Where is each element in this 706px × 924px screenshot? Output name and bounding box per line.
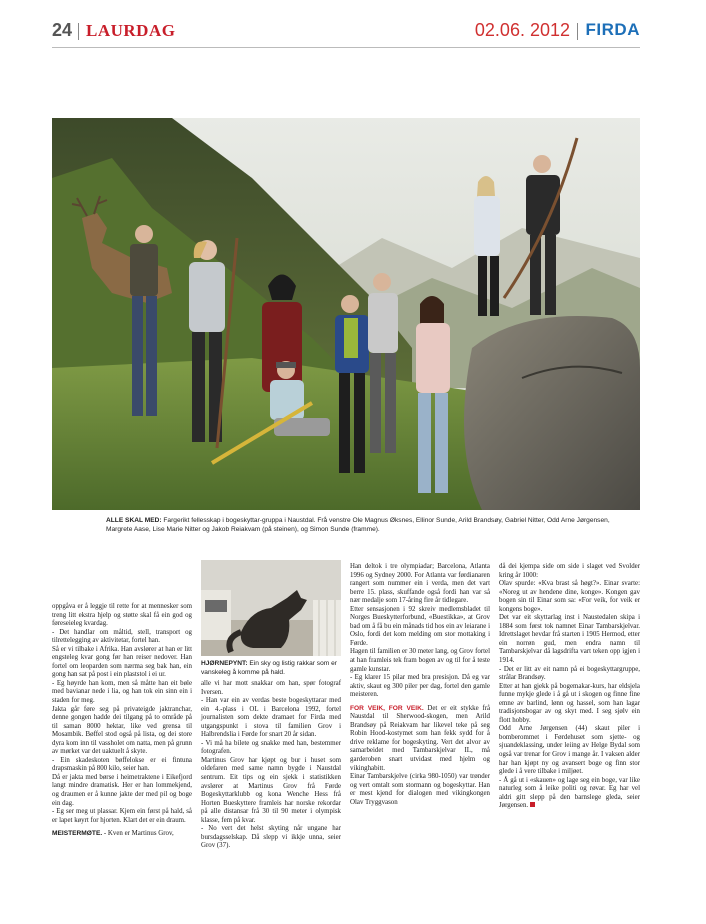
paragraph: Einar Tambarskjelve (cirka 980-1050) var trønder og vert omtalt som stormann og bogeskyttar. Han er mest kjend for dialogen med vikingkongen Olav Tryggvason (350, 773, 490, 806)
paragraph: - No vert det helst skyting når ungane har bursdagsselskap. Då slepp vi ikkje unna, seier Grov (37). (201, 825, 341, 850)
paragraph: Etter sensasjonen i 92 skreiv medlemsbladet til Norges Bueskytterforbund, «Buestikka», at Grov bad om å få bu ein månads tid hos ein av leiarane i Oslo, fordi det kom melding om stor mottaking i Førde. (350, 605, 490, 647)
paragraph: Etter at han gjekk på bogemakar-kurs, har eldsjela funne mykje glede i å gå ut i skogen og finne fine emne av barlind, lønn og hassel, som han lagar tradisjonsbogar av og skyt med. I seg sjølv ein flott hobby. (499, 682, 640, 724)
header-divider (78, 23, 79, 40)
day-label: LAURDAG (86, 21, 176, 40)
article-column-4 (499, 563, 640, 811)
paragraph: - Ein skadeskoten bøffelokse er ei fintuna drapsmaskin på 800 kilo, seier han. (52, 756, 192, 773)
paragraph: - Eg ser meg ut plassar. Kjem ein først på hald, så er lapet køyrt for hjorten. Klart det er ein draum. (52, 808, 192, 824)
group-photo (52, 118, 640, 510)
article-column-2 (201, 680, 341, 851)
paragraph: - Eg klarer 15 pilar med bra presisjon. Då eg var aktiv, skaut eg 300 piler per dag, fortel den gamle meisteren. (350, 674, 490, 699)
caption-text: Fargerikt fellesskap i bogeskyttar-gruppa i Naustdal. Frå venstre Ole Magnus Øksnes, Ellinor Sunde, Arild Brandsøy, Gabriel Nitter, Odd Arne Jørgensen, Margrete Aase, Lise Marie Nitter og Jakob Reiakvam (på steinen), og Simon Sunde (framme). (106, 517, 610, 533)
paragraph: Hagen til familien er 30 meter lang, og Grov fortel at han framleis tek fram bogen av og til for å teste gamle kunstar. (350, 648, 490, 673)
fox-caption-text: Ein sky og listig rakkar som er vanskeleg å komme på hald. (201, 660, 337, 676)
paragraph: - Vi må ha bilete og snakke med han, bestemmer fotografen. (201, 739, 341, 756)
article-column-1 (52, 603, 192, 839)
paragraph: - Å gå ut i «skauen» og lage seg ein boge, var like naturleg som å leike politi og røvar. Eg har vel aldri gitt slepp på den barnslege gleda, seier Jørgensen. (499, 776, 640, 810)
paragraph: Det er eit stykke frå Naustdal til Sherwood-skogen, men Arild Brandsøy på Reiakvam har likevel teke på seg Robin Hood-kostymet som han fekk sydd for å drive reklame for bogeskyting. Vert det alvor av samarbeidet med Tambarskjelvar IL, må garderoben snart utvidast med hjelm og vikinghabitt. (350, 704, 490, 772)
paragraph: Martinus Grov har kjøpt og bur i huset som oldefaren med same namn bygde i Naustdal sentrum. Eit tips og ein sjekk i statistikken avslører at Martinus Grov frå Førde Bogeskyttarklubb og kona Wenche Hess frå Horten Bueskyttere framleis har norske rekordar på alle distansar frå 30 til 90 meter i olympisk klasse, fem på kvar. (201, 756, 341, 824)
paragraph: - Det er litt av eit namn på ei bogeskyttargruppe, strålar Brandsøy. (499, 665, 640, 682)
paragraph: Jakta går føre seg på privateigde jaktranchar, denne gongen hadde dei tilgang på to område på til saman 8000 hektar, like ved grensa til Mosambik. Bøffel stod også på lista, og dei store dyra kom inn til vassholet om natta, men på grunn av mørket var det uaktuelt å skyte. (52, 705, 192, 756)
paragraph: Så er vi tilbake i Afrika. Han avslører at han er litt engsteleg kvar gong før han reiser nedover. Han fortel om leoparden som nærma seg bak han, ein gong han sat på post i ein plaststol i ei ur. (52, 645, 192, 679)
paragraph: Odd Arne Jørgensen (44) skaut piler i bomberommet i Førdehuset som sjette- og sjuandeklassing, under leiing av Helge Bydal som også var trenar for Grov i mange år. I vaksen alder har han kjøpt ny og avansert boge og finn stor glede i å vere tilbake i miljøet. (499, 725, 640, 776)
paragraph: Det var eit skyttarlag inst i Naustedalen skipa i 1884 som først tok namnet Einar Tambarskjelvar. Idrettslaget hevdar frå starten i 1905 Hermod, etter ein norrøn gud, men endra namn til Tambarskjelvar då lagsdrifta vart teken opp igjen i 1914. (499, 614, 640, 665)
paragraph: då dei kjempa side om side i slaget ved Svolder kring år 1000: (499, 563, 640, 579)
page-header (52, 20, 640, 44)
paragraph: - Eg høyrde han kom, men så måtte han eit bøle med bavianar nede i lia, og han tok ein sinn ein i staden for meg. (52, 679, 192, 705)
issue-date: 02.06. 2012 (474, 20, 570, 40)
header-divider (577, 23, 578, 40)
subheading: FOR VEIK, FOR VEIK. (350, 704, 424, 712)
newspaper-logo: FIRDA (585, 20, 640, 39)
fox-photo-caption (201, 660, 341, 677)
paragraph: Då er jakta med børse i heimetraktene i Eikefjord langt mindre dramatisk. Her er han lommekjend, og draumen er å kunne jakte der med pil og boge ein dag. (52, 773, 192, 807)
paragraph: - Han var ein av verdas beste bogeskyttarar med ein 4.-plass i OL i Barcelona 1992, fortel journalisten som dekte dramaet for Firda med utgangspunkt i stova til familien Grov i Halbrendslia i Førde for snart 20 år sidan. (201, 697, 341, 739)
subheading: MEISTERMØTE. (52, 830, 103, 838)
paragraph: - Kven er Martinus Grov, (102, 830, 174, 838)
photo-caption (106, 516, 626, 534)
paragraph: Olav spurde: «Kva brast så høgt?». Einar svarte: «Noreg ut av hendene dine, konge». Kongen gav bogen sin til Einar som sa: «For veik, for veik er kongens boge». (499, 580, 640, 613)
paragraph: alle vi har mott snakkar om han, spør fotograf Iversen. (201, 680, 341, 696)
paragraph: oppgåva er å leggje til rette for at mennesker som treng litt ekstra hjelp og støtte skal få ein god og føreseieleg kvardag. (52, 603, 192, 628)
paragraph: Han deltok i tre olympiadar; Barcelona, Atlanta 1996 og Sydney 2000. For Atlanta var førdianaren rangert som nummer ein i verda, men det vart berre 15. plass, skuffande også fordi han var så nær medalje som 17-åring fire år tidlegare. (350, 563, 490, 605)
fox-photo (201, 560, 341, 656)
page-number: 24 (52, 20, 73, 40)
article-column-3 (350, 563, 490, 807)
fox-caption-label: HJØRNEPYNT: (201, 660, 248, 667)
paragraph: - Det handlar om måltid, stell, transport og tilrettelegging av aktivitetar, fortel han. (52, 628, 192, 645)
end-of-article-mark (530, 802, 535, 807)
caption-label: ALLE SKAL MED: (106, 517, 162, 524)
header-rule (52, 47, 640, 48)
